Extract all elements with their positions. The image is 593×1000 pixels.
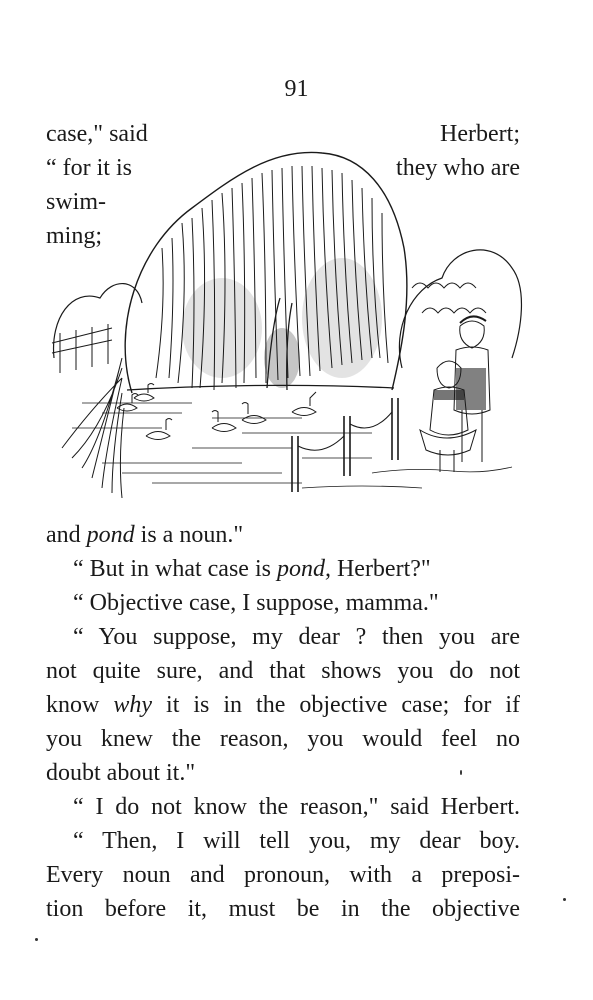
willow-pond-illustration: [42, 128, 524, 503]
text-run: Herbert?": [330, 556, 431, 582]
wrap-line-2-right: they who are: [396, 155, 520, 181]
text-run: know: [46, 692, 114, 718]
text-run: “ But in what case is: [73, 556, 277, 582]
wrap-line-4-left: ming;: [46, 223, 103, 249]
text-run: you knew the reason, you would feel no: [46, 726, 520, 752]
body-line-3: [73, 589, 520, 617]
text-run: and: [46, 522, 87, 548]
italic-word: pond,: [276, 556, 331, 582]
body-line-7: [46, 725, 520, 753]
ink-speck: [563, 898, 566, 901]
text-run: is a noun.": [134, 522, 244, 548]
body-line-2: [73, 555, 520, 583]
text-run: it is in the objective case; for if: [152, 692, 520, 718]
wrap-line-1-right: Herbert;: [440, 121, 520, 147]
text-run: not quite sure, and that shows you do not: [46, 658, 520, 684]
text-run: tion before it, must be in the objective: [46, 896, 520, 922]
text-run: doubt about it.": [46, 760, 196, 786]
body-line-10: [73, 827, 520, 855]
page-number: 91: [284, 76, 309, 102]
ink-speck: [460, 770, 462, 775]
body-line-8: [46, 759, 520, 787]
text-run: “ Objective case, I suppose, mamma.": [73, 590, 439, 616]
italic-word: pond: [86, 522, 135, 548]
text-run: “ You suppose, my dear ? then you are: [73, 624, 520, 650]
body-line-1: [46, 521, 520, 549]
text-run: Every noun and pronoun, with a preposi-: [46, 862, 520, 888]
text-run: “ Then, I will tell you, my dear boy.: [73, 828, 520, 854]
body-line-5: [46, 657, 520, 685]
wrap-line-3-left: swim-: [46, 189, 106, 215]
italic-word: why: [113, 692, 153, 718]
wrap-line-2-left: “ for it is: [46, 155, 132, 181]
body-line-9: [73, 793, 520, 821]
body-line-12: [46, 895, 520, 923]
body-line-4: [73, 623, 520, 651]
body-line-11: [46, 861, 520, 889]
body-line-6: [46, 691, 520, 719]
text-run: “ I do not know the reason," said Herbert.: [73, 794, 520, 820]
wrap-line-1-left: case," said: [46, 121, 148, 147]
ink-speck: [35, 938, 38, 941]
